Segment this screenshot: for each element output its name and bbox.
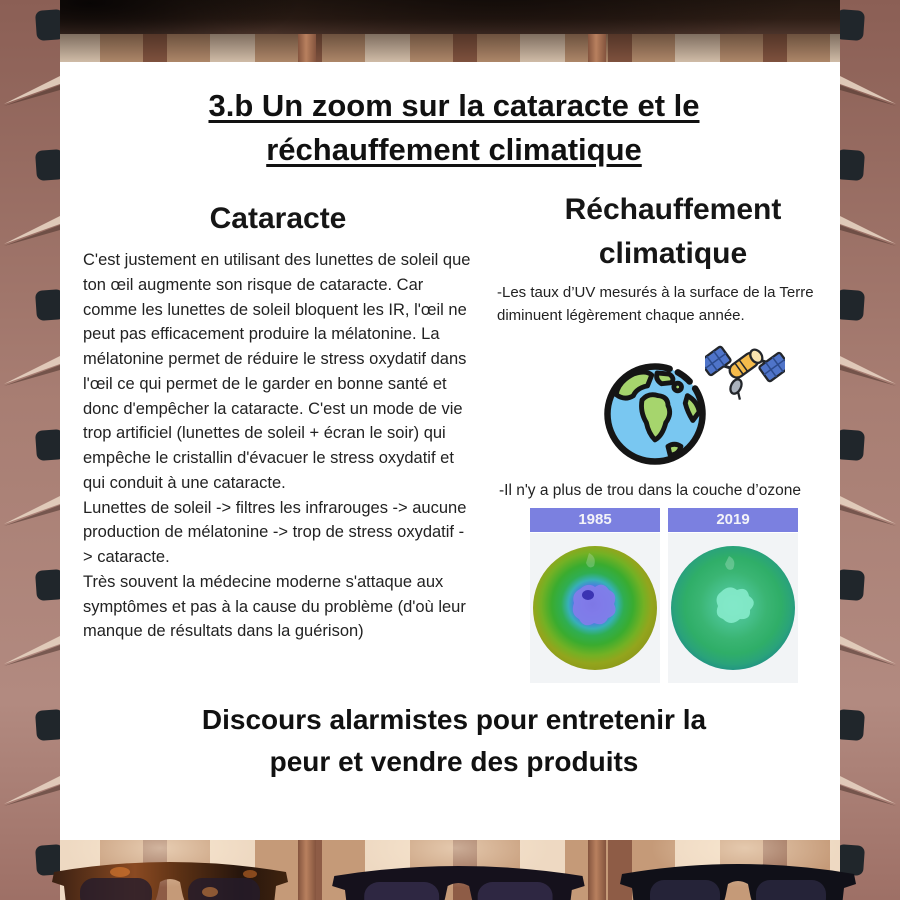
earth-icon [601,360,709,468]
sunglasses-tortoise-icon [52,862,288,900]
uv-bullet: -Les taux d’UV mesurés à la surface de la Terre diminuent légèrement chaque année. [497,284,814,325]
left-shelf-wall [0,0,60,900]
shelf-pillar [588,34,606,62]
ozone-bullet: -Il n'y a plus de trou dans la couche d’ozone [499,481,801,499]
earth-satellite-illustration [493,332,853,474]
ceiling-shadow [0,0,900,34]
bottom-sunglasses-row [0,840,900,900]
ozone-panel-2019 [668,508,798,683]
footer-statement: Discours alarmistes pour entretenir la peur et vendre des produits [201,703,707,777]
cataracte-heading: Cataracte [209,202,347,236]
slide-title: 3.b Un zoom sur la cataracte et le réchauffement climatique [208,88,700,168]
cataracte-column [83,178,473,683]
ozone-panel-1985 [530,508,660,683]
sunglasses-cateye-icon [332,866,585,900]
ozone-globe-2019-image [668,533,798,683]
content-columns [83,178,825,683]
sunglasses-black-icon [620,864,856,900]
ozone-year-header-1985: 1985 [530,508,660,532]
cataracte-paragraph: C'est justement en utilisant des lunettes de soleil que ton œil augmente son risque de cataracte. Car comme les lunettes de soleil bloquent les IR, l'œil ne peut pas efficacement produire la mélatonine. La mélatonine permet de réduire le stress oxydatif dans l'œil ce qui permet de le garder en bonne santé et donc d'empêcher la cataracte. C'est un mode de vie trop artificiel (lunettes de soleil + écran le soir) qui empêche le cristallin d'évacuer le stress oxydatif et qui conduit à une cataracte. [83,251,471,492]
no-ozone-hole-2019-icon [669,544,797,672]
slide-card [60,62,840,840]
cataracte-chain-paragraph: Lunettes de soleil -> filtres les infrarouges -> aucune production de mélatonine -> trop de stress oxydatif -> cataracte. [83,498,467,567]
cataracte-medecine-paragraph: Très souvent la médecine moderne s'attaque aux symptômes et pas à la cause du problème (d'où leur manque de résultats dans la guérison) [83,572,466,641]
shelf-pillar [298,34,316,62]
ozone-globe-1985-image [530,533,660,683]
top-shelf-bays [0,34,900,62]
rechauffement-heading: Réchauffement climatique [564,193,782,270]
satellite-icon [705,326,785,402]
ozone-comparison [530,508,853,683]
ozone-year-header-2019: 2019 [668,508,798,532]
ozone-hole-1985-icon [531,544,659,672]
rechauffement-column [493,178,853,683]
